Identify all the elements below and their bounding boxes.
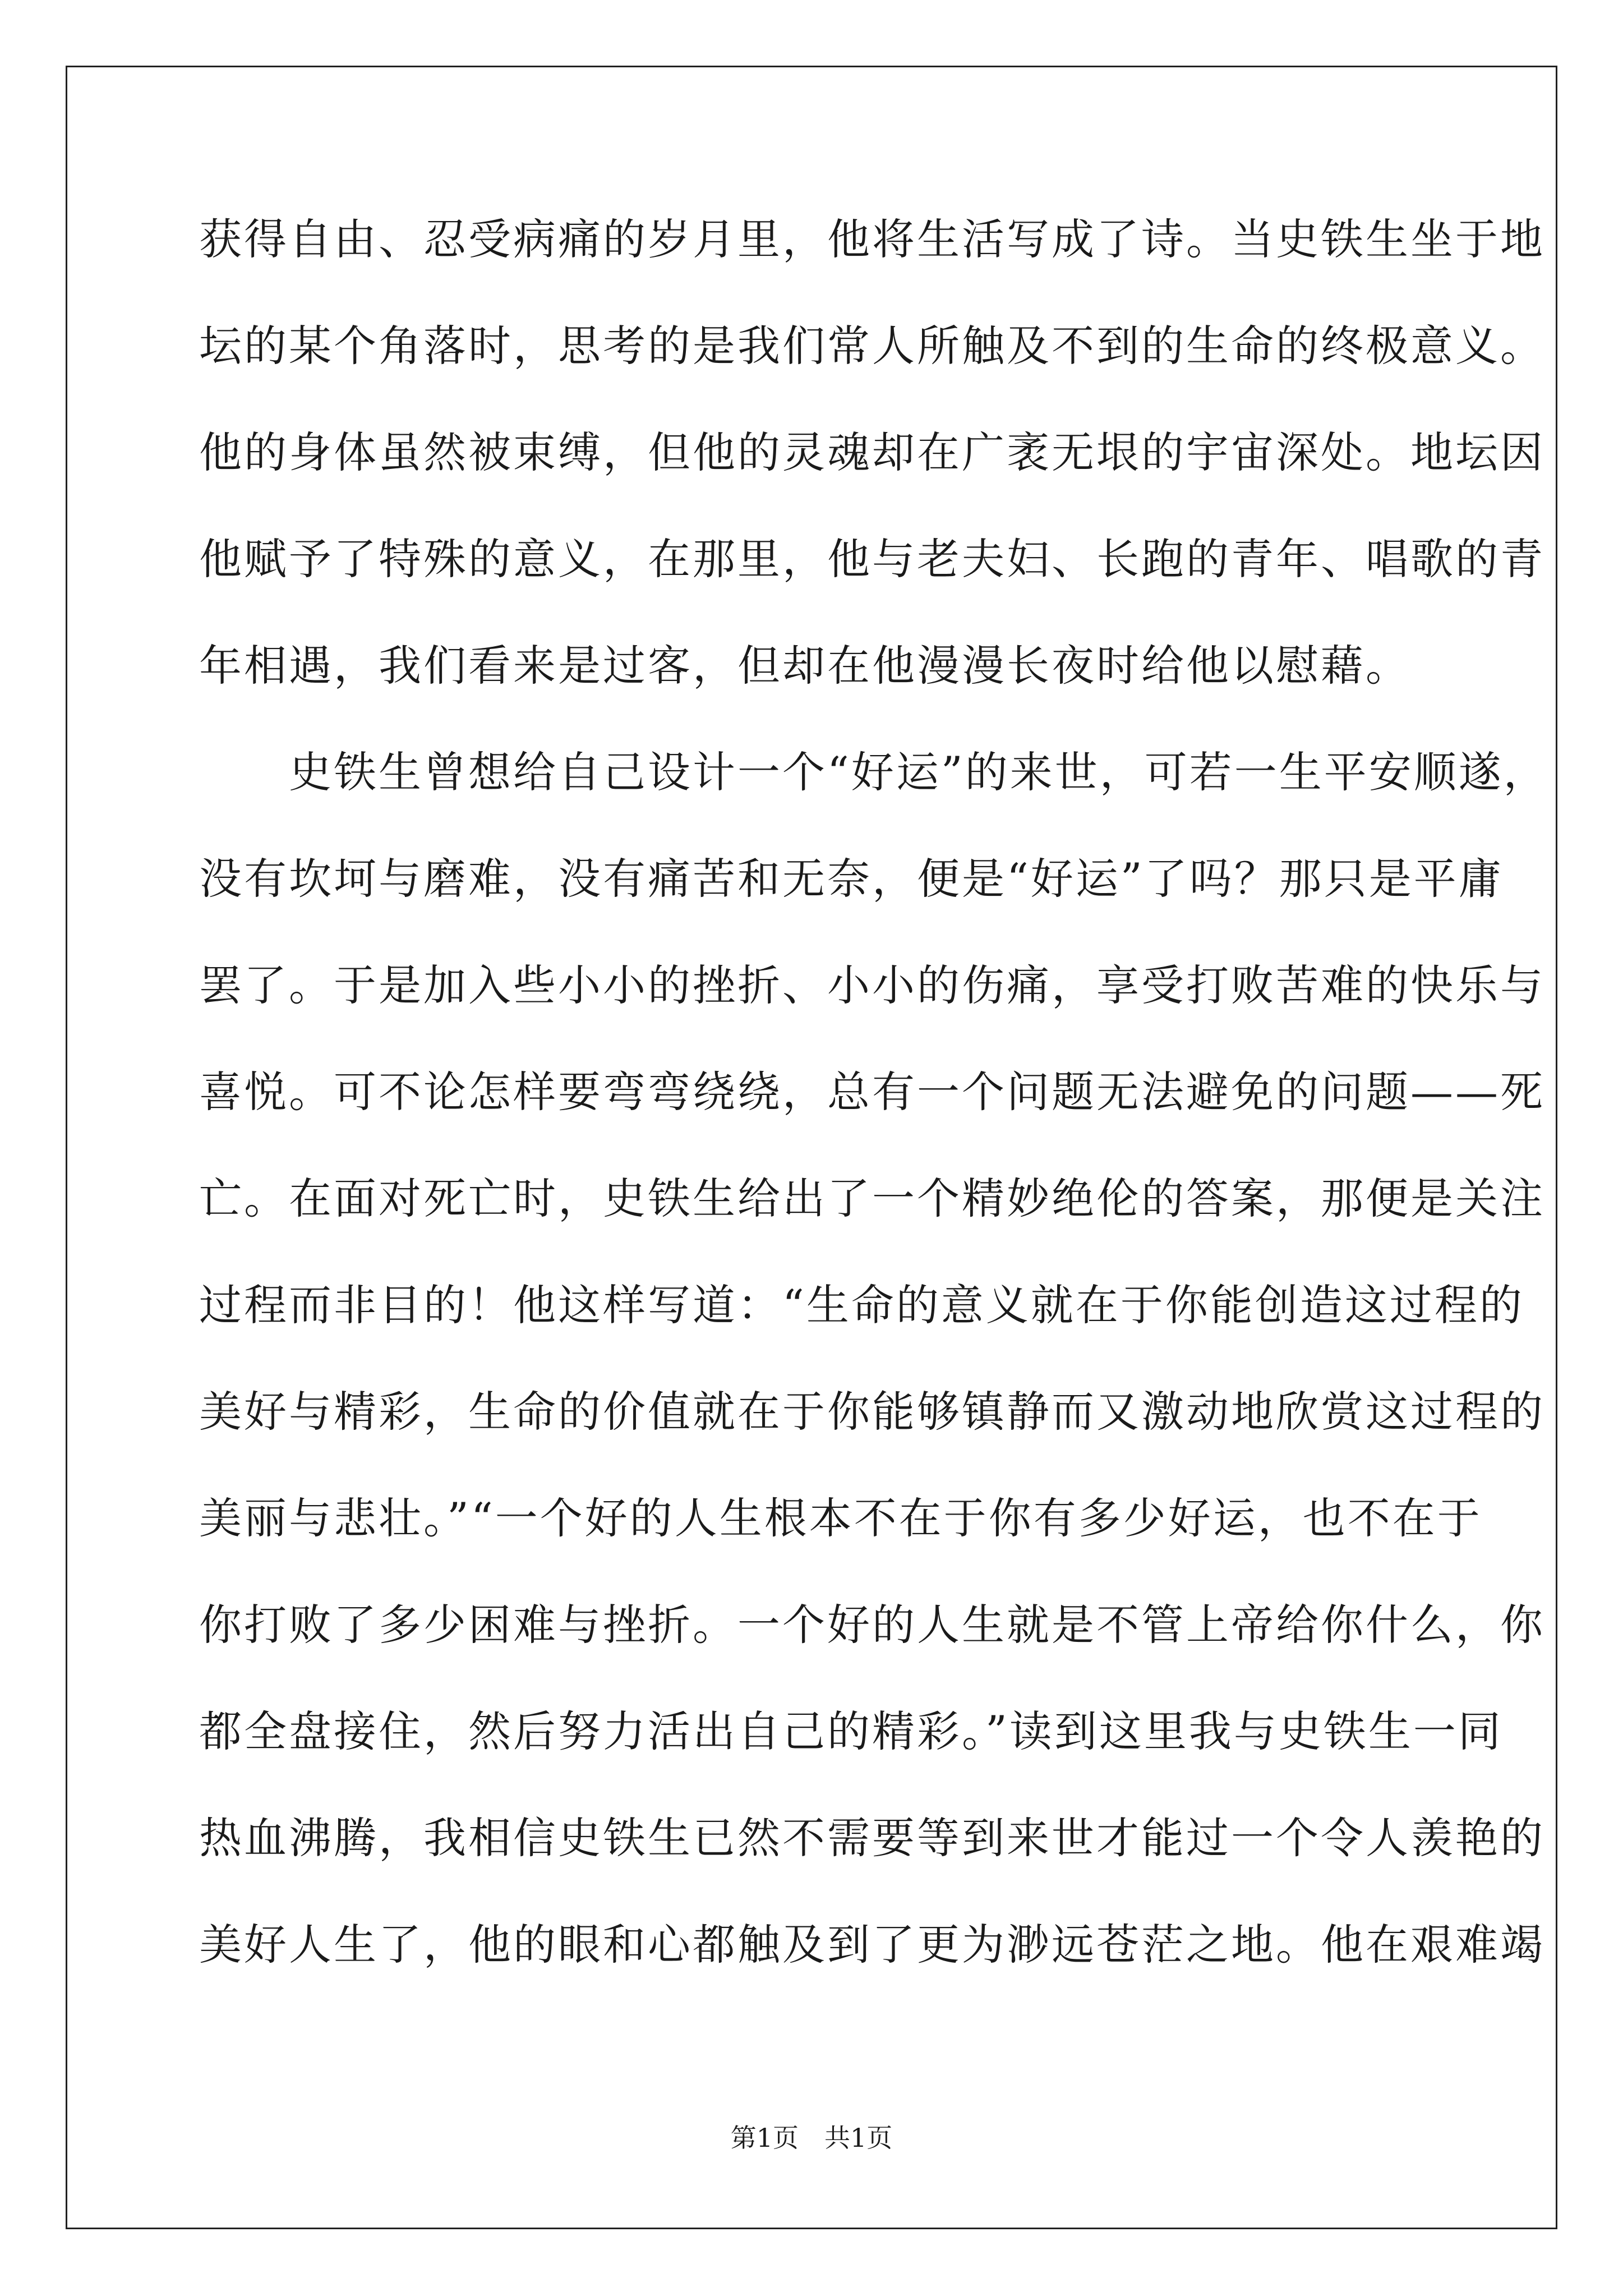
text-line-14: 你打败了多少困难与挫折。一个好的人生就是不管上帝给你什么，你 (199, 1600, 1545, 1650)
text-line-1: 获得自由、忍受病痛的岁月里，他将生活写成了诗。当史铁生坐于地 (199, 214, 1545, 264)
text-line-8: 罢了。于是加入些小小的挫折、小小的伤痛，享受打败苦难的快乐与 (199, 960, 1545, 1010)
text-line-2: 坛的某个角落时，思考的是我们常人所触及不到的生命的终极意义。 (199, 321, 1545, 371)
document-body (199, 214, 1548, 2030)
text-line-12: 美好与精彩，生命的价值就在于你能够镇静而又激动地欣赏这过程的 (199, 1387, 1545, 1437)
page-footer: 第1页 共1页 (730, 2123, 893, 2153)
text-line-4: 他赋予了特殊的意义，在那里，他与老夫妇、长跑的青年、唱歌的青 (199, 534, 1545, 584)
text-line-13: 美丽与悲壮。”“一个好的人生根本不在于你有多少好运，也不在于 (199, 1493, 1482, 1543)
text-line-9: 喜悦。可不论怎样要弯弯绕绕，总有一个问题无法避免的问题——死 (199, 1067, 1545, 1117)
text-line-6: 史铁生曾想给自己设计一个“好运”的来世，可若一生平安顺遂， (199, 747, 1548, 797)
text-line-10: 亡。在面对死亡时，史铁生给出了一个精妙绝伦的答案，那便是关注 (199, 1174, 1545, 1223)
text-line-3: 他的身体虽然被束缚，但他的灵魂却在广袤无垠的宇宙深处。地坛因 (199, 427, 1545, 477)
text-line-17: 美好人生了，他的眼和心都触及到了更为渺远苍茫之地。他在艰难竭 (199, 1920, 1545, 1970)
text-line-5: 年相遇，我们看来是过客，但却在他漫漫长夜时给他以慰藉。 (199, 641, 1410, 691)
text-line-15: 都全盘接住，然后努力活出自己的精彩。”读到这里我与史铁生一同 (199, 1706, 1503, 1756)
text-line-11: 过程而非目的！他这样写道：“生命的意义就在于你能创造这过程的 (199, 1280, 1524, 1330)
text-line-7: 没有坎坷与磨难，没有痛苦和无奈，便是“好运”了吗？那只是平庸 (199, 854, 1504, 904)
text-line-16: 热血沸腾，我相信史铁生已然不需要等到来世才能过一个令人羡艳的 (199, 1813, 1545, 1863)
